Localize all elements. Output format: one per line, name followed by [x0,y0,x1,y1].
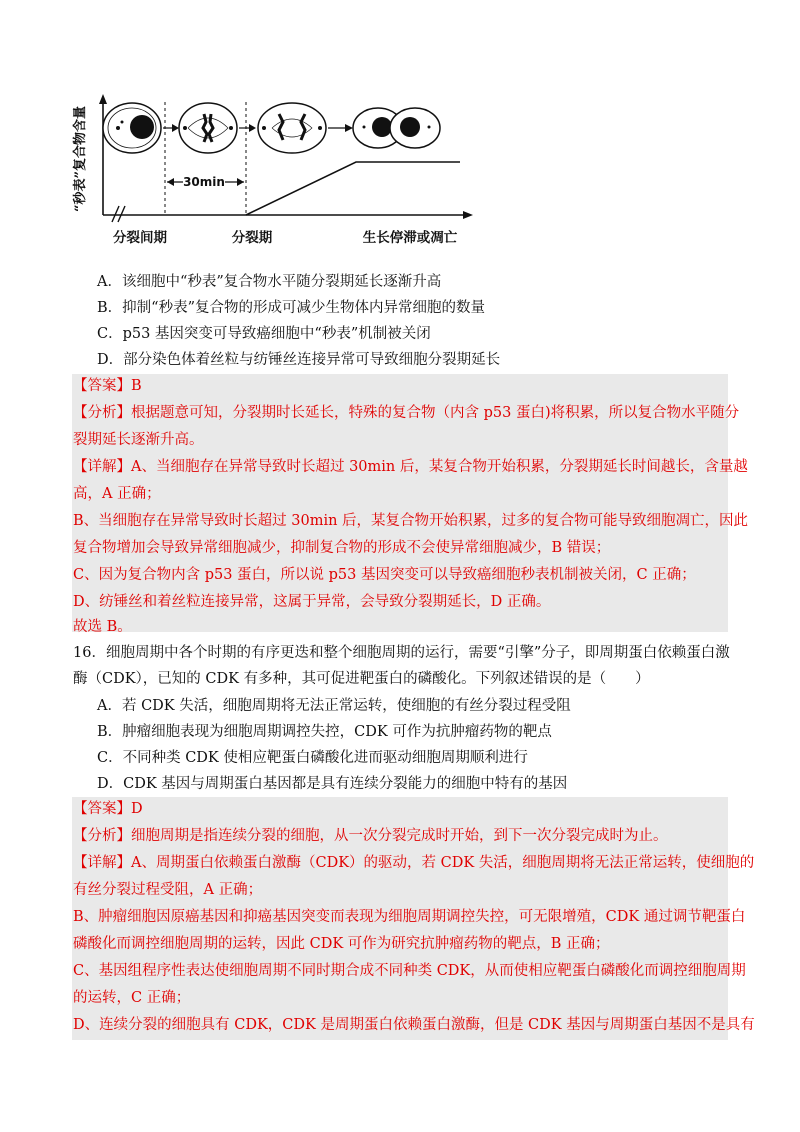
cell-cycle-figure [70,92,480,252]
q16-option-c: C．不同种类 CDK 使相应靶蛋白磷酸化进而驱动细胞周期顺利进行 [97,750,528,766]
q15-detail-4: 复合物增加会导致异常细胞减少，抑制复合物的形成不会使异常细胞减少，B 错误； [73,540,611,556]
q15-option-d: D．部分染色体着丝粒与纺锤丝连接异常可导致细胞分裂期延长 [97,352,501,368]
xlabel-interphase: 分裂间期 [113,230,167,246]
q16-stem-1: 16．细胞周期中各个时期的有序更迭和整个细胞周期的运行，需要“引擎”分子，即周期蛋白依赖蛋白激 [73,645,730,661]
q16-stem-2: 酶（CDK），已知的 CDK 有多种，其可促进靶蛋白的磷酸化。下列叙述错误的是（ ） [73,671,650,687]
q15-option-b: B．抑制“秒表”复合物的形成可减少生物体内异常细胞的数量 [97,300,485,316]
q16-detail-5: C、基因组程序性表达使细胞周期不同时期合成不同种类 CDK，从而使相应靶蛋白磷酸化而调控细胞周期 [73,963,746,979]
q16-option-a: A．若 CDK 失活，细胞周期将无法正常运转，使细胞的有丝分裂过程受阻 [97,698,571,714]
q15-detail-5: C、因为复合物内含 p53 蛋白，所以说 p53 基因突变可以导致癌细胞秒表机制被关闭，C 正确； [73,567,696,583]
xlabel-arrest: 生长停滞或凋亡 [362,230,458,246]
q16-detail-1: 【详解】A、周期蛋白依赖蛋白激酶（CDK）的驱动，若 CDK 失活，细胞周期将无法正常运转，使细胞的 [73,855,755,871]
q15-detail-2: 高，A 正确； [73,486,161,502]
q16-detail-6: 的运转，C 正确； [73,990,191,1006]
q16-option-b: B．肿瘤细胞表现为细胞周期调控失控，CDK 可作为抗肿瘤药物的靶点 [97,724,552,740]
q15-option-a: A．该细胞中“秒表”复合物水平随分裂期延长逐渐升高 [97,274,442,290]
figure-ylabel: “秒表”复合物含量 [73,106,88,212]
q15-detail-1: 【详解】A、当细胞存在异常导致时长超过 30min 后，某复合物开始积累，分裂期延长时间越长，含量越 [73,459,748,475]
q15-analysis-1: 【分析】根据题意可知，分裂期时长延长，特殊的复合物（内含 p53 蛋白)将积累，所以复合物水平随分 [73,405,740,421]
q15-detail-7: 故选 B。 [73,619,132,635]
q15-analysis-2: 裂期延长逐渐升高。 [73,432,204,448]
q15-answer: 【答案】B [73,378,142,394]
xlabel-mitosis: 分裂期 [231,230,273,246]
q16-analysis: 【分析】细胞周期是指连续分裂的细胞，从一次分裂完成时开始，到下一次分裂完成时为止。 [73,828,668,844]
interval-label: 30min [183,175,225,189]
q15-detail-3: B、当细胞存在异常导致时长超过 30min 后，某复合物开始积累，过多的复合物可能导致细胞凋亡，因此 [73,513,749,529]
q16-detail-2: 有丝分裂过程受阻，A 正确； [73,882,263,898]
q16-detail-3: B、肿瘤细胞因原癌基因和抑癌基因突变而表现为细胞周期调控失控，可无限增殖，CDK 通过调节靶蛋白 [73,909,746,925]
q16-option-d: D．CDK 基因与周期蛋白基因都是具有连续分裂能力的细胞中特有的基因 [97,776,568,792]
q16-answer: 【答案】D [73,801,143,817]
q16-detail-4: 磷酸化而调控细胞周期的运转，因此 CDK 可作为研究抗肿瘤药物的靶点，B 正确； [73,936,610,952]
q15-option-c: C．p53 基因突变可导致癌细胞中“秒表”机制被关闭 [97,326,431,342]
q15-detail-6: D、纺锤丝和着丝粒连接异常，这属于异常，会导致分裂期延长，D 正确。 [73,594,551,610]
q16-detail-7: D、连续分裂的细胞具有 CDK，CDK 是周期蛋白依赖蛋白激酶，但是 CDK 基因与周期蛋白基因不是具有 [73,1017,755,1033]
